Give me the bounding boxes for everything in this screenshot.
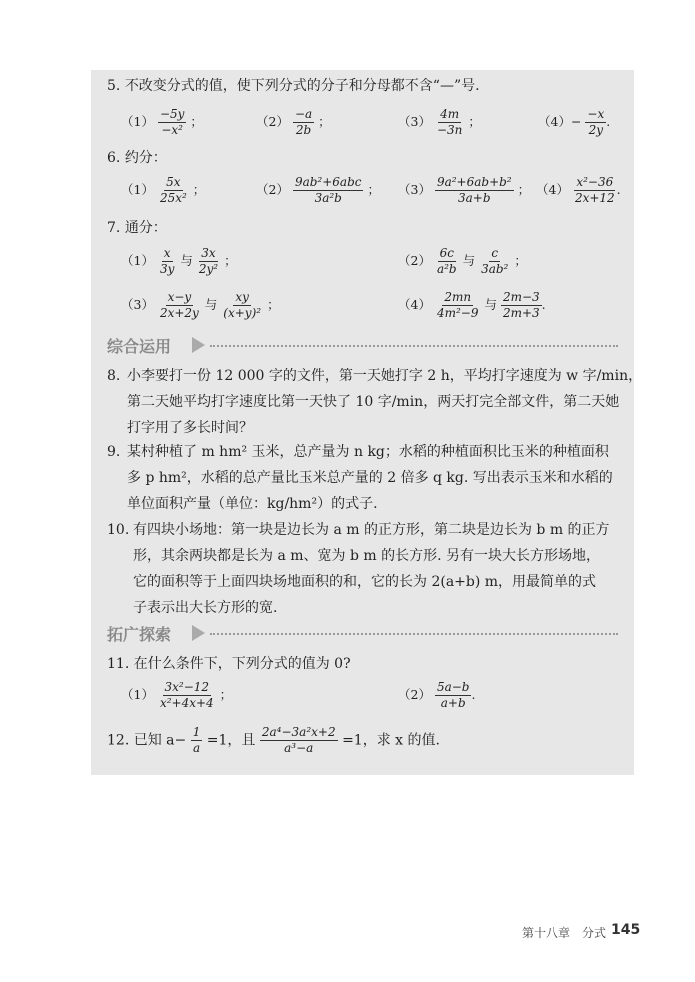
section-arrow-icon [192,337,205,353]
q9-line-1: 某村种植了 m hm² 玉米，总产量为 n kg；水稻的种植面积比玉米的种植面积 [127,444,609,460]
footer-chapter: 第十八章 分式 [522,926,607,940]
q5-item-4: （4）− $\frac{-x}{2y}$ . [538,107,611,137]
q10-line-2: 形，其余两块都是长为 a m、宽为 b m 的长方形. 另有一块大长方形场地， [133,548,601,564]
question-number: 12. [107,732,130,749]
q7-item-1: （1） $\frac{x}{3y}$ 与 $\frac{3x}{\text{2y²}}$ ； [121,246,237,276]
q11-item-2: （2） $\frac{5a-b}{a+b}$ . [398,680,476,710]
q12-line: 12. 已知 a− $\frac{1}{a}$ =1，且 $\frac{\text{2a⁴−3a²x+2}}{\text{a³−a}}$ =1，求 x 的值. [107,725,440,755]
q8-line-2: 第二天她平均打字速度比第一天快了 10 字/min，两天打完全部文件，第二天她 [127,394,620,410]
question-text: 在什么条件下，下列分式的值为 0? [133,656,351,672]
q10-line-4: 子表示出大长方形的宽. [133,600,278,616]
q6-item-2: （2） $\frac{\text{9ab²+6abc}}{\text{3a²b}}$ ； [256,175,380,205]
q9-line-3: 单位面积产量（单位：kg/hm²）的式子. [127,496,378,512]
question-text: 约分： [124,150,167,166]
q10-number: 10. [107,522,130,538]
q7-item-2: （2） $\frac{6c}{\text{a²b}}$ 与 $\frac{c}{\text{3ab²}}$ ； [398,246,527,276]
question-number: 7. [107,220,121,236]
question-number: 5. [107,78,121,94]
q11-item-1: （1） $\frac{\text{3x²−12}}{\text{x²+4x+4}}$ ； [121,680,233,710]
q7-line [107,218,167,238]
section-heading-comprehensive: 综合运用 [107,337,172,356]
q9-line-2: 多 p hm²，水稻的总产量比玉米总产量的 2 倍多 q kg. 写出表示玉米和水稻的 [127,470,613,486]
q8-line-3: 打字用了多长时间？ [127,420,253,436]
question-number: 11. [107,656,130,672]
q7-item-3: （3） $\frac{x-y}{2x+2y}$ 与 $\frac{xy}{\text{(x+y)²}}$ ； [121,290,280,320]
q7-item-4: （4） $\frac{2mn}{\text{4m²−9}}$ 与 $\frac{2m-3}{2m+3}$ . [398,290,546,320]
page-number: 145 [611,922,641,938]
q6-item-1: （1） $\frac{5x}{\text{25x²}}$ ； [121,175,206,205]
q8-number: 8. [107,368,121,384]
q10-line-1: 有四块小场地：第一块是边长为 a m 的正方形，第二块是边长为 b m 的正方 [133,522,610,538]
q5-line [107,76,480,96]
q8-line-1: 小李要打一份 12 000 字的文件，第一天她打字 2 h，平均打字速度为 w 字/min， [127,368,643,384]
section-arrow-icon [192,625,205,641]
question-text: 不改变分式的值，使下列分式的分子和分母都不含“—”号. [124,78,480,94]
section-divider [210,633,618,635]
q9-number: 9. [107,444,121,460]
q6-item-4: （4） $\frac{\text{x²−36}}{2x+12}$ . [536,175,621,205]
section-heading-extension: 拓广探索 [107,625,172,644]
q6-item-3: （3） $\frac{\text{9a²+6ab+b²}}{3a+b}$ ； [398,175,531,205]
q6-line [107,148,167,168]
question-text: 通分： [124,220,167,236]
q5-item-1: （1） $\frac{-5y}{\text{−x²}}$ ； [121,107,203,137]
q5-item-3: （3） $\frac{4m}{-3n}$ ； [398,107,481,137]
q11-line [107,654,351,674]
q10-line-3: 它的面积等于上面四块场地面积的和，它的长为 2(a+b) m，用最简单的式 [133,574,597,590]
question-number: 6. [107,150,121,166]
section-divider [210,345,618,347]
q5-item-2: （2） $\frac{-a}{2b}$ ； [256,107,331,137]
